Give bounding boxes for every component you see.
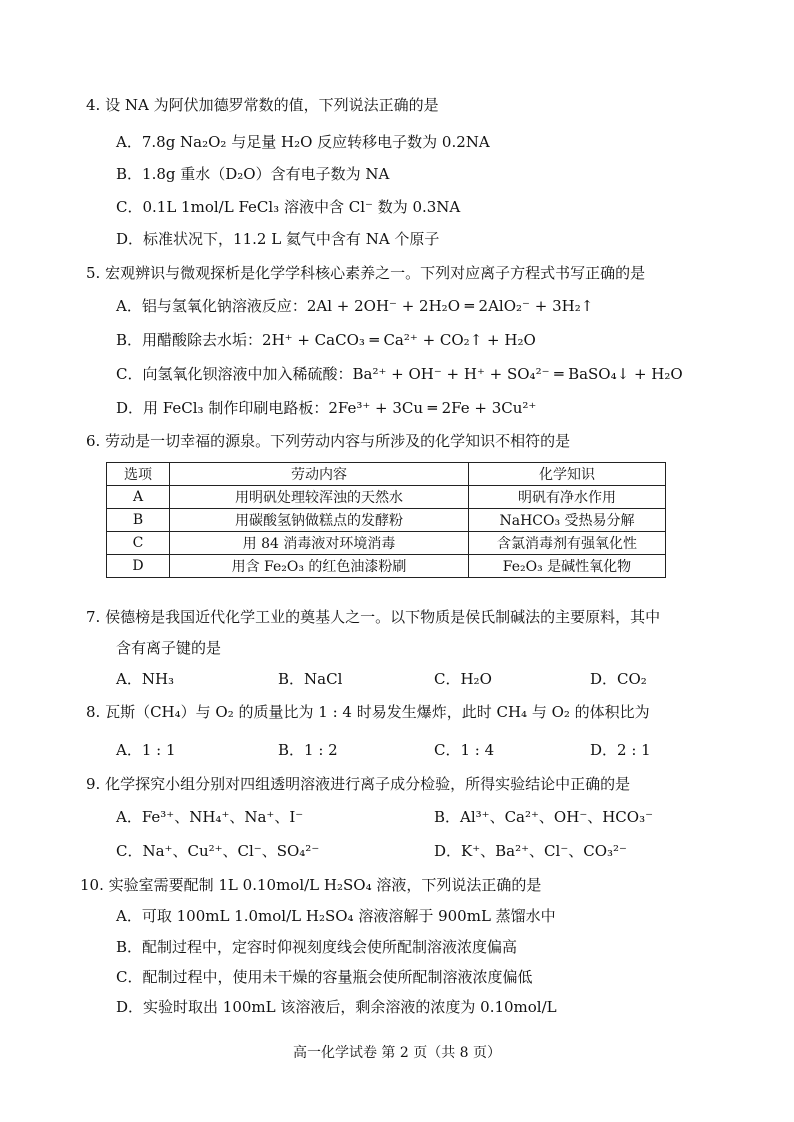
table-row bbox=[107, 486, 666, 509]
table-cell: D bbox=[107, 555, 170, 578]
question-7-option-c: C．H₂O bbox=[434, 670, 492, 688]
table-cell: Fe₂O₃ 是碱性氧化物 bbox=[469, 555, 666, 578]
question-7-option-b: B．NaCl bbox=[278, 670, 343, 688]
question-9-option-a: A．Fe³⁺、NH₄⁺、Na⁺、I⁻ bbox=[116, 808, 304, 826]
table-cell: C bbox=[107, 532, 170, 555]
question-5-option-b: B．用醋酸除去水垢：2H⁺ + CaCO₃ ═ Ca²⁺ + CO₂↑ + H₂O bbox=[116, 331, 536, 349]
question-5-option-a: A．铝与氢氧化钠溶液反应：2Al + 2OH⁻ + 2H₂O ═ 2AlO₂⁻ + 3H₂↑ bbox=[116, 297, 594, 315]
table-row bbox=[107, 509, 666, 532]
table-header-cell: 选项 bbox=[107, 463, 170, 486]
question-9-option-b: B．Al³⁺、Ca²⁺、OH⁻、HCO₃⁻ bbox=[434, 808, 654, 826]
table-header-row bbox=[107, 463, 666, 486]
question-8-option-d: D．2 : 1 bbox=[590, 741, 651, 759]
table-header-cell: 劳动内容 bbox=[170, 463, 469, 486]
question-8-option-b: B．1 : 2 bbox=[278, 741, 338, 759]
table-cell: 明矾有净水作用 bbox=[469, 486, 666, 509]
question-6-table bbox=[106, 462, 666, 578]
question-4-option-a: A．7.8g Na₂O₂ 与足量 H₂O 反应转移电子数为 0.2NA bbox=[116, 133, 490, 151]
question-7-stem-line-2: 含有离子键的是 bbox=[116, 639, 222, 657]
table-header-cell: 化学知识 bbox=[469, 463, 666, 486]
question-10-stem: 10. 实验室需要配制 1L 0.10mol/L H₂SO₄ 溶液，下列说法正确的是 bbox=[80, 876, 542, 894]
question-7-option-a: A．NH₃ bbox=[116, 670, 175, 688]
table-row bbox=[107, 555, 666, 578]
question-7-stem-line-1: 7. 侯德榜是我国近代化学工业的奠基人之一。以下物质是侯氏制碱法的主要原料，其中 bbox=[86, 608, 661, 626]
question-10-option-d: D．实验时取出 100mL 该溶液后，剩余溶液的浓度为 0.10mol/L bbox=[116, 998, 557, 1016]
table-row bbox=[107, 532, 666, 555]
question-5-stem: 5. 宏观辨识与微观探析是化学学科核心素养之一。下列对应离子方程式书写正确的是 bbox=[86, 264, 646, 282]
table-cell: B bbox=[107, 509, 170, 532]
table-cell: 用含 Fe₂O₃ 的红色油漆粉刷 bbox=[170, 555, 469, 578]
page-footer: 高一化学试卷 第 2 页（共 8 页） bbox=[292, 1045, 502, 1061]
question-4-stem: 4. 设 NA 为阿伏加德罗常数的值，下列说法正确的是 bbox=[86, 96, 439, 114]
table-cell: 含氯消毒剂有强氧化性 bbox=[469, 532, 666, 555]
question-6-stem: 6. 劳动是一切幸福的源泉。下列劳动内容与所涉及的化学知识不相符的是 bbox=[86, 432, 571, 450]
question-7-option-d: D．CO₂ bbox=[590, 670, 647, 688]
question-8-stem: 8. 瓦斯（CH₄）与 O₂ 的质量比为 1 : 4 时易发生爆炸，此时 CH₄ 与 O₂ 的体积比为 bbox=[86, 703, 650, 721]
question-5-option-c: C．向氢氧化钡溶液中加入稀硫酸：Ba²⁺ + OH⁻ + H⁺ + SO₄²⁻ ═ BaSO₄↓ + H₂O bbox=[116, 365, 683, 383]
question-4-option-b: B．1.8g 重水（D₂O）含有电子数为 NA bbox=[116, 165, 390, 183]
table-cell: NaHCO₃ 受热易分解 bbox=[469, 509, 666, 532]
table-cell: 用 84 消毒液对环境消毒 bbox=[170, 532, 469, 555]
table-cell: 用碳酸氢钠做糕点的发酵粉 bbox=[170, 509, 469, 532]
table-cell: 用明矾处理较浑浊的天然水 bbox=[170, 486, 469, 509]
question-10-option-a: A．可取 100mL 1.0mol/L H₂SO₄ 溶液溶解于 900mL 蒸馏水中 bbox=[116, 907, 556, 925]
table-cell: A bbox=[107, 486, 170, 509]
question-4-option-c: C．0.1L 1mol/L FeCl₃ 溶液中含 Cl⁻ 数为 0.3NA bbox=[116, 198, 461, 216]
question-10-option-c: C．配制过程中，使用未干燥的容量瓶会使所配制溶液浓度偏低 bbox=[116, 968, 533, 986]
question-4-option-d: D．标准状况下，11.2 L 氦气中含有 NA 个原子 bbox=[116, 230, 440, 248]
question-8-option-a: A．1 : 1 bbox=[116, 741, 176, 759]
question-8-option-c: C．1 : 4 bbox=[434, 741, 495, 759]
question-10-option-b: B．配制过程中，定容时仰视刻度线会使所配制溶液浓度偏高 bbox=[116, 938, 518, 956]
question-9-option-c: C．Na⁺、Cu²⁺、Cl⁻、SO₄²⁻ bbox=[116, 842, 320, 860]
question-5-option-d: D．用 FeCl₃ 制作印刷电路板：2Fe³⁺ + 3Cu ═ 2Fe + 3Cu²⁺ bbox=[116, 399, 537, 417]
question-9-option-d: D．K⁺、Ba²⁺、Cl⁻、CO₃²⁻ bbox=[434, 842, 627, 860]
question-9-stem: 9. 化学探究小组分别对四组透明溶液进行离子成分检验，所得实验结论中正确的是 bbox=[86, 775, 631, 793]
